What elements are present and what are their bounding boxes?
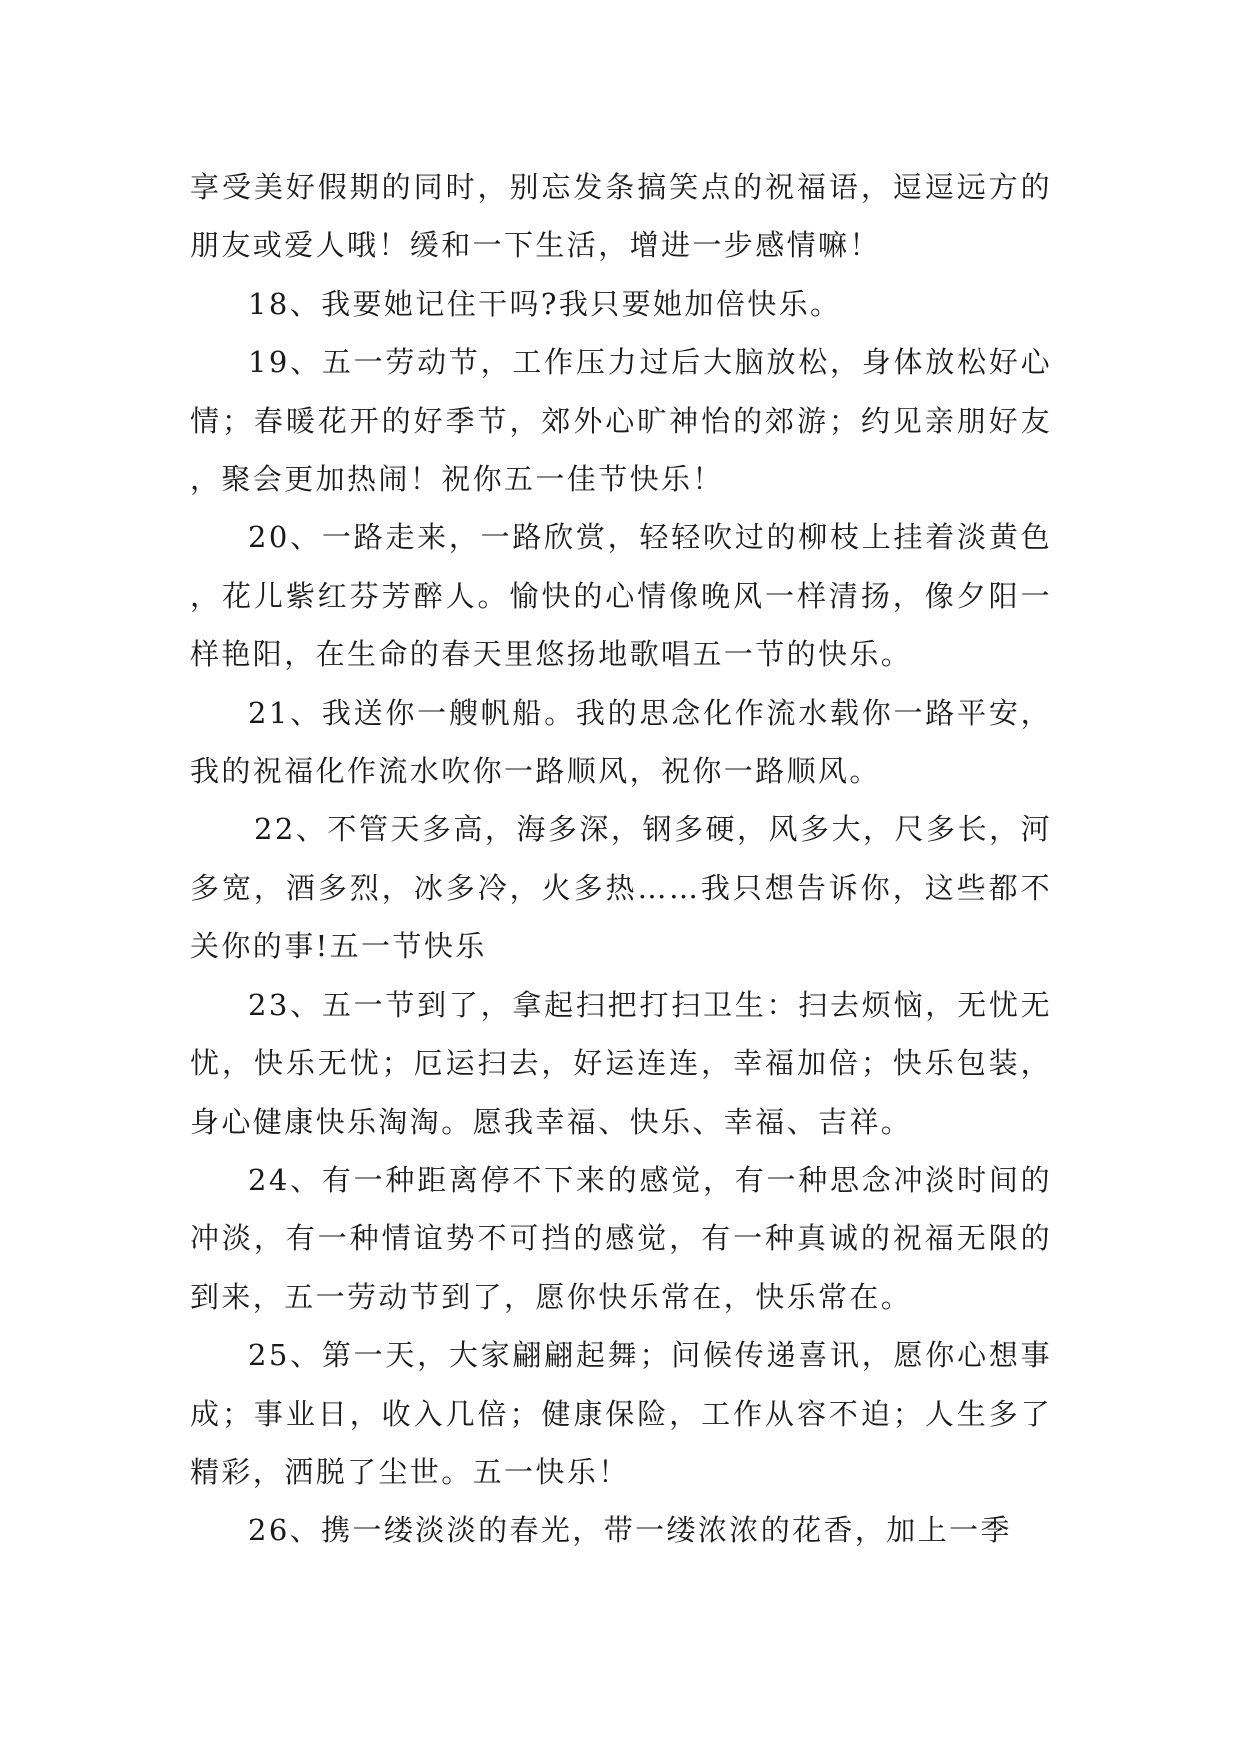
paragraph-18: 18、我要她记住干吗?我只要她加倍快乐。 [248, 286, 842, 321]
document-body [190, 158, 1052, 1560]
paragraph-24: 24、有一种距离停不下来的感觉，有一种思念冲淡时间的冲淡，有一种情谊势不可挡的感觉，有一种真诚的祝福无限的到来，五一劳动节到了，愿你快乐常在，快乐常在。 [190, 1162, 1052, 1314]
paragraph-21: 21、我送你一艘帆船。我的思念化作流水载你一路平安，我的祝福化作流水吹你一路顺风，祝你一路顺风。 [190, 695, 1052, 789]
paragraph-20: 20、一路走来，一路欣赏，轻轻吹过的柳枝上挂着淡黄色，花儿紫红芬芳醉人。愉快的心情像晚风一样清扬，像夕阳一样艳阳，在生命的春天里悠扬地歌唱五一节的快乐。 [190, 520, 1052, 672]
paragraph-23: 23、五一节到了，拿起扫把打扫卫生：扫去烦恼，无忧无忧，快乐无忧；厄运扫去，好运连连，幸福加倍；快乐包装，身心健康快乐淘淘。愿我幸福、快乐、幸福、吉祥。 [190, 987, 1052, 1139]
paragraph-26: 26、携一缕淡淡的春光，带一缕浓浓的花香，加上一季 [248, 1513, 1012, 1548]
paragraph-22: 22、不管天多高，海多深，钢多硬，风多大，尺多长，河多宽，酒多烈，冰多冷，火多热……我只想告诉你，这些都不关你的事!五一节快乐 [190, 812, 1052, 964]
paragraph-19: 19、五一劳动节，工作压力过后大脑放松，身体放松好心情；春暖花开的好季节，郊外心旷神怡的郊游；约见亲朋好友，聚会更加热闹！祝你五一佳节快乐！ [190, 345, 1052, 497]
paragraph-25: 25、第一天，大家翩翩起舞；问候传递喜讯，愿你心想事成；事业日，收入几倍；健康保险，工作从容不迫；人生多了精彩，洒脱了尘世。五一快乐！ [190, 1338, 1052, 1489]
paragraph-continuation: 享受美好假期的同时，别忘发条搞笑点的祝福语，逗逗远方的朋友或爱人哦！缓和一下生活，增进一步感情嘛！ [190, 170, 1052, 263]
